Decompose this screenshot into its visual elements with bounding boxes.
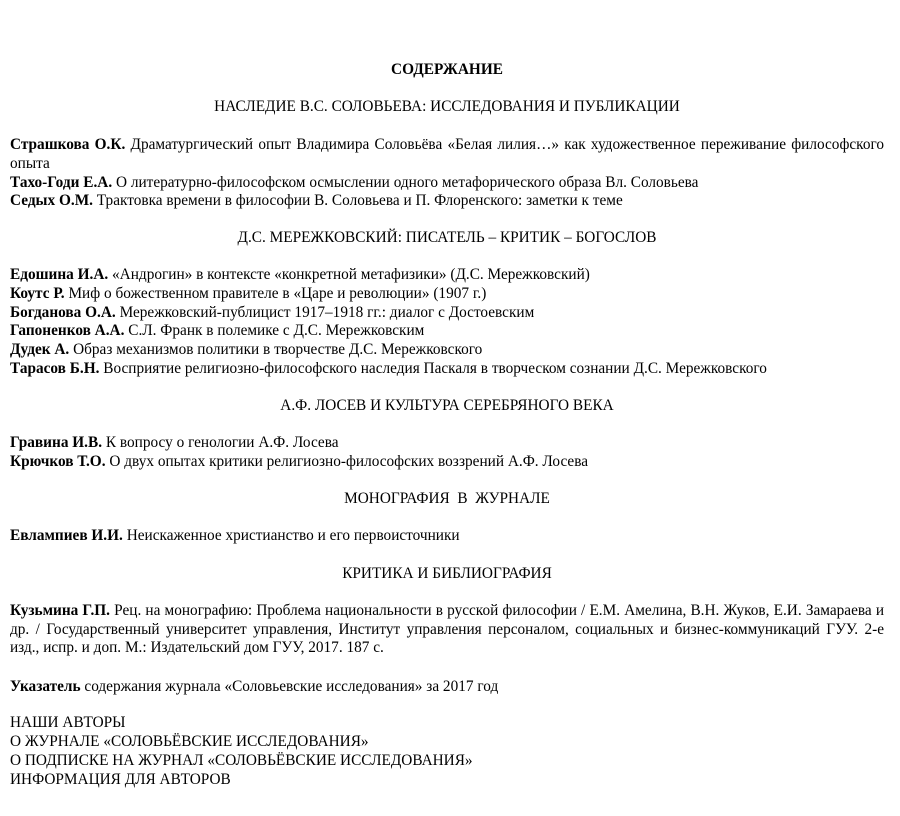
- entry-title: Мережковский-публицист 1917–1918 гг.: диалог с Достоевским: [119, 304, 535, 321]
- entry-title: Образ механизмов политики в творчестве Д.С. Мережковского: [73, 341, 483, 358]
- entry-author: Тарасов Б.Н.: [10, 360, 100, 377]
- toc-entry: [10, 285, 884, 304]
- toc-entry: [10, 360, 884, 379]
- footer-subscription: О ПОДПИСКЕ НА ЖУРНАЛ «СОЛОВЬЁВСКИЕ ИССЛЕДОВАНИЯ»: [10, 752, 473, 769]
- entry-author: Коутс Р.: [10, 285, 65, 302]
- index-label: Указатель: [10, 678, 81, 695]
- entry-title: Миф о божественном правителе в «Царе и революции» (1907 г.): [68, 285, 487, 302]
- section-heading-merezhkovsky: Д.С. МЕРЕЖКОВСКИЙ: ПИСАТЕЛЬ – КРИТИК – БОГОСЛОВ: [237, 229, 657, 246]
- entry-author: Кузьмина Г.П.: [10, 602, 110, 619]
- entry-author: Крючков Т.О.: [10, 453, 106, 470]
- entry-title: К вопросу о генологии А.Ф. Лосева: [105, 434, 339, 451]
- toc-entry: [10, 453, 884, 472]
- entry-author: Гапоненков А.А.: [10, 322, 125, 339]
- toc-entry: [10, 192, 884, 211]
- toc-entry: [10, 322, 884, 341]
- toc-entry: [10, 527, 884, 546]
- entry-author: Едошина И.А.: [10, 266, 109, 283]
- toc-entry: [10, 602, 884, 658]
- entry-title: Восприятие религиозно-философского наследия Паскаля в творческом сознании Д.С. Мережковского: [103, 360, 767, 377]
- toc-entry: [10, 174, 884, 193]
- entry-author: Тахо-Годи Е.А.: [10, 174, 113, 191]
- entry-title: «Андрогин» в контексте «конкретной метафизики» (Д.С. Мережковский): [112, 266, 590, 283]
- section-heading-solovyov: НАСЛЕДИЕ В.С. СОЛОВЬЕВА: ИССЛЕДОВАНИЯ И ПУБЛИКАЦИИ: [214, 98, 680, 115]
- toc-entry: [10, 136, 884, 173]
- footer-authors: НАШИ АВТОРЫ: [10, 714, 126, 731]
- entry-author: Гравина И.В.: [10, 434, 103, 451]
- entry-title: С.Л. Франк в полемике с Д.С. Мережковским: [128, 322, 425, 339]
- entry-author: Седых О.М.: [10, 192, 93, 209]
- page-title: СОДЕРЖАНИЕ: [391, 61, 503, 78]
- section-heading-monograph: МОНОГРАФИЯ В ЖУРНАЛЕ: [344, 490, 550, 507]
- entry-author: Страшкова О.К.: [10, 136, 126, 153]
- entry-author: Евлампиев И.И.: [10, 527, 123, 544]
- index-text: содержания журнала «Соловьевские исследования» за 2017 год: [84, 678, 499, 695]
- entry-author: Дудек А.: [10, 341, 70, 358]
- entry-title: Рец. на монографию: Проблема национальности в русской философии / Е.М. Амелина, В.Н. Жуков, Е.И. Замараева и др. / Государственный университет управления, Институт управления персоналом, социальных и бизнес-коммуникаций ГУУ. 2-е изд., испр. и доп. М.: Издательский дом ГУУ, 2017. 187 с.: [10, 602, 885, 657]
- entry-title: О литературно-философском осмыслении одного метафорического образа Вл. Соловьева: [115, 174, 699, 191]
- footer-about-journal: О ЖУРНАЛЕ «СОЛОВЬЁВСКИЕ ИССЛЕДОВАНИЯ»: [10, 733, 369, 750]
- entry-title: Трактовка времени в философии В. Соловьева и П. Флоренского: заметки к теме: [96, 192, 623, 209]
- index-entry: [10, 678, 884, 697]
- footer-info-for-authors: ИНФОРМАЦИЯ ДЛЯ АВТОРОВ: [10, 771, 231, 788]
- entry-title: Неискаженное христианство и его первоисточники: [126, 527, 460, 544]
- toc-entry: [10, 434, 884, 453]
- section-heading-losev: А.Ф. ЛОСЕВ И КУЛЬТУРА СЕРЕБРЯНОГО ВЕКА: [280, 397, 614, 414]
- section-heading-criticism: КРИТИКА И БИБЛИОГРАФИЯ: [342, 565, 552, 582]
- entry-title: О двух опытах критики религиозно-философских воззрений А.Ф. Лосева: [109, 453, 589, 470]
- entry-author: Богданова О.А.: [10, 304, 116, 321]
- entry-title: Драматургический опыт Владимира Соловьёва «Белая лилия…» как художественное переживание философского опыта: [10, 136, 885, 172]
- toc-entry: [10, 341, 884, 360]
- toc-entry: [10, 304, 884, 323]
- toc-entry: [10, 266, 884, 285]
